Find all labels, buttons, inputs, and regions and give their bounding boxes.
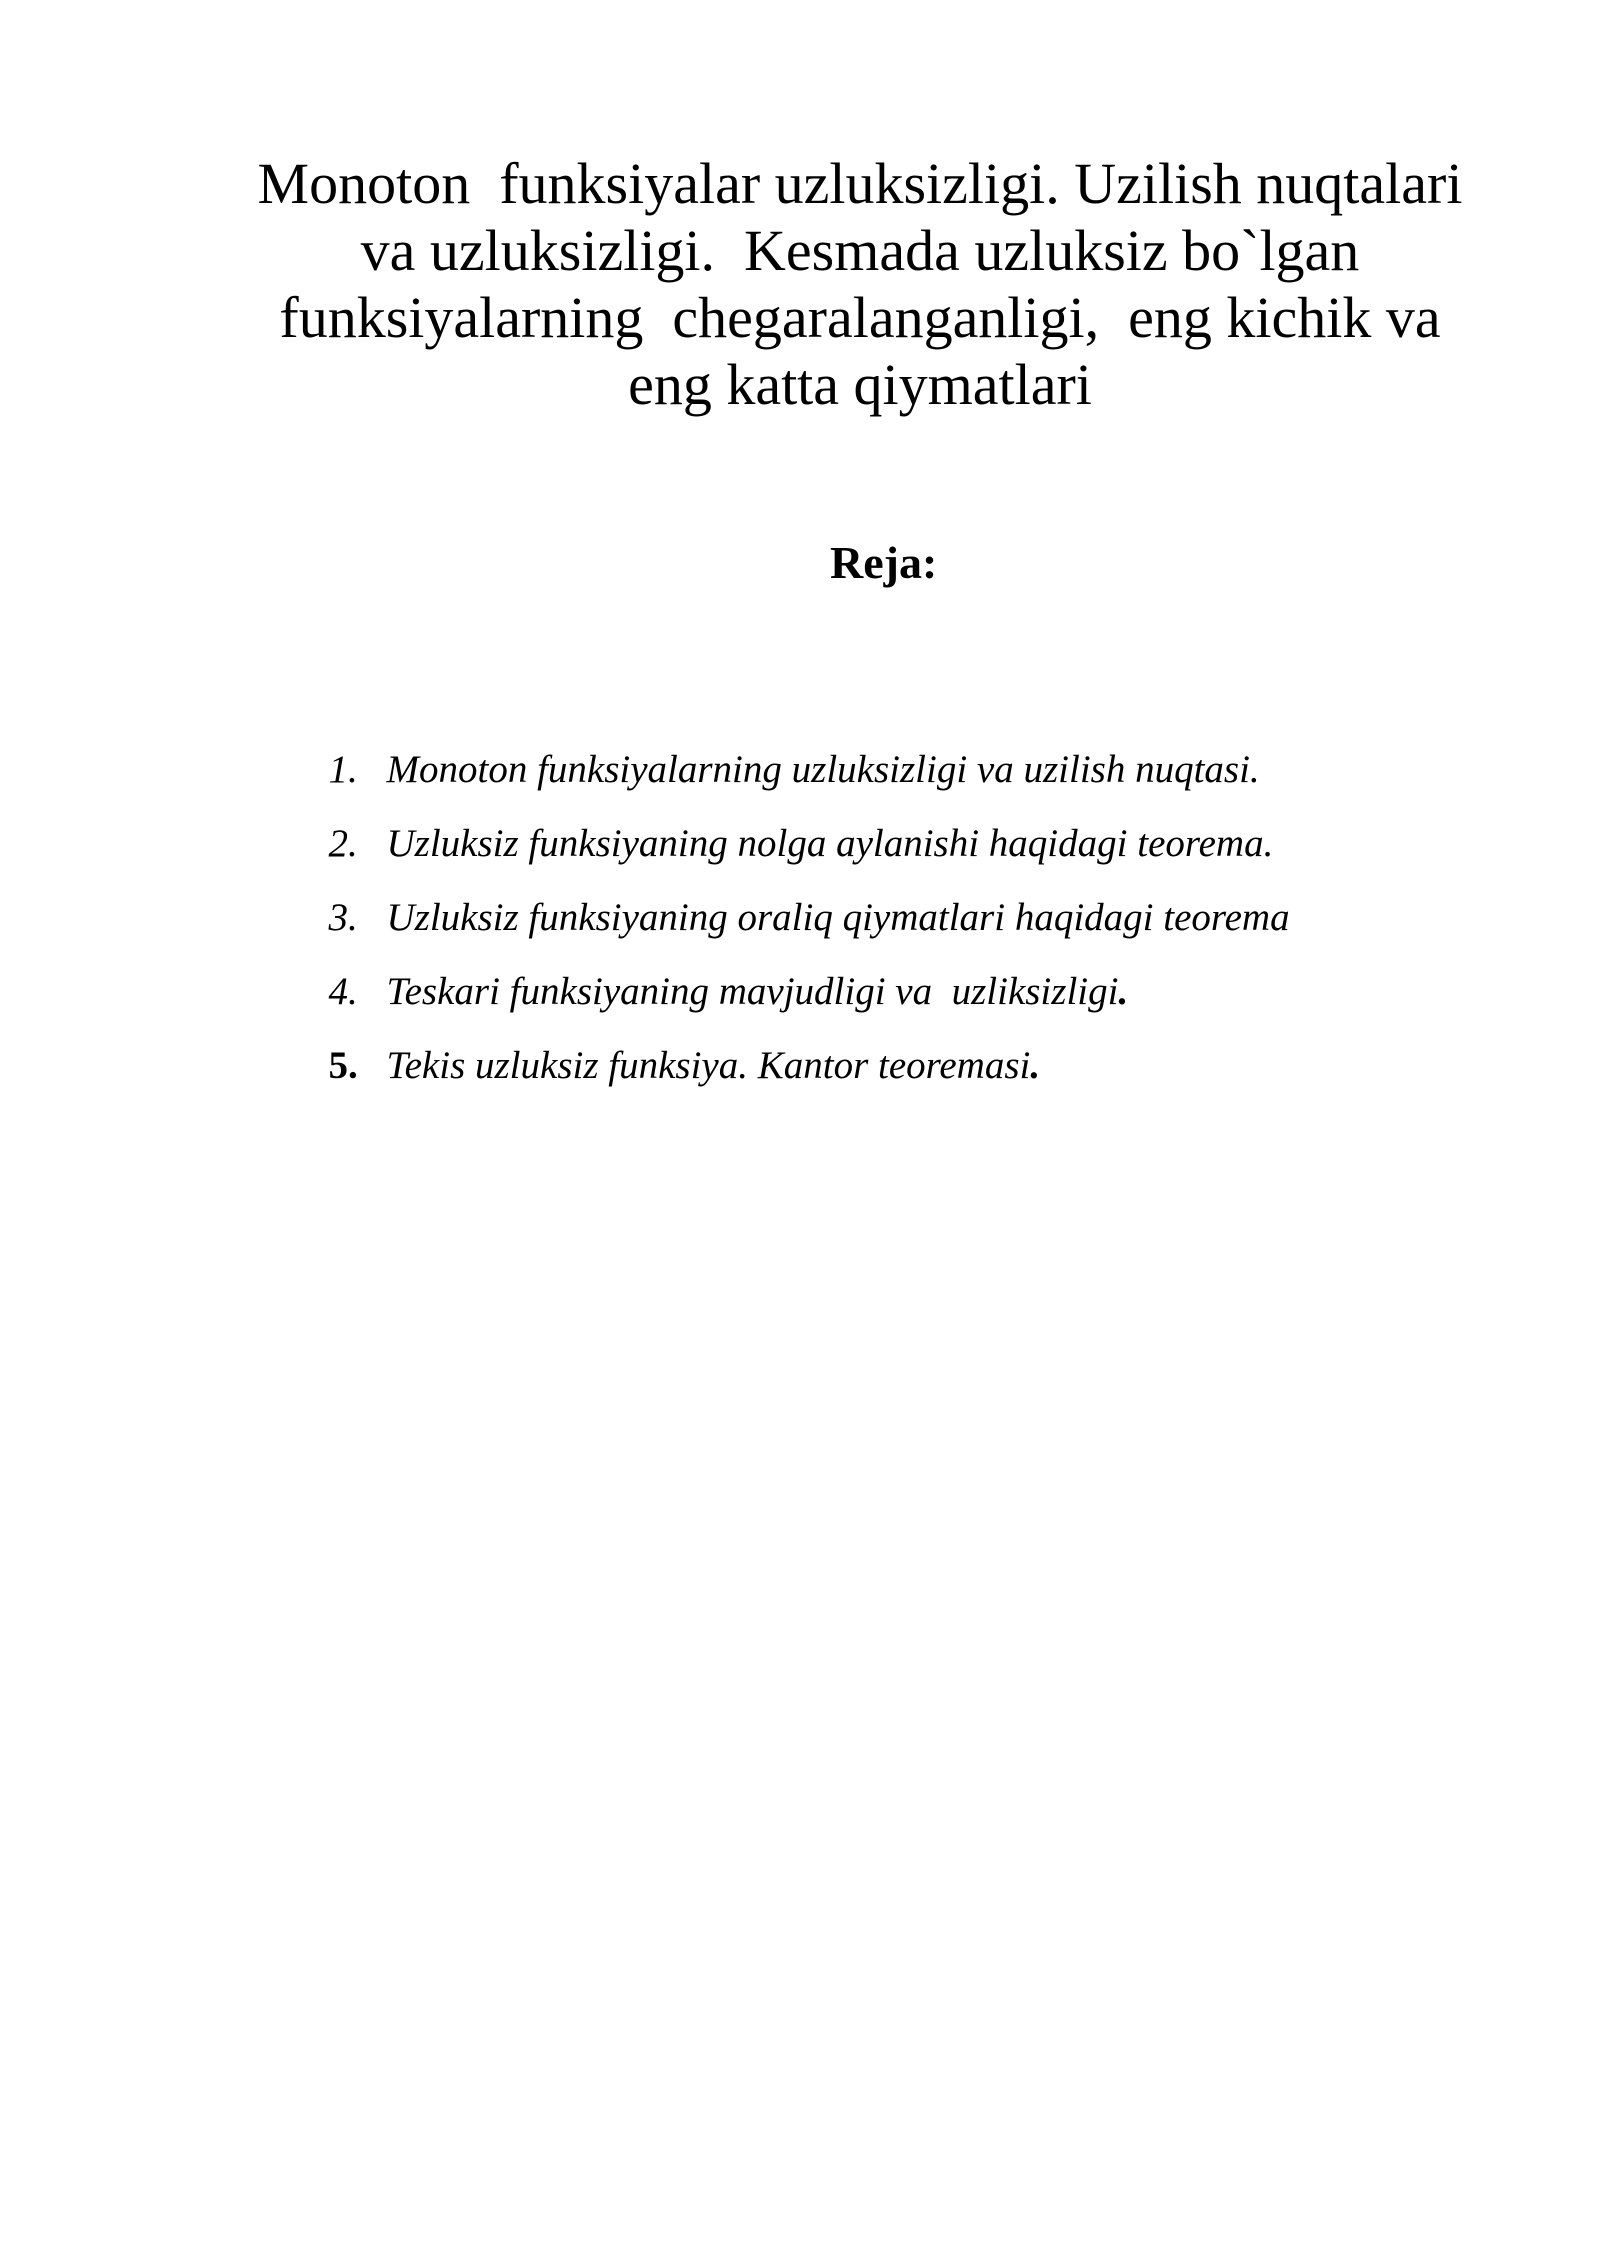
plan-item-text: Uzluksiz funksiyaning nolga aylanishi haqidagi teorema. — [386, 822, 1274, 865]
plan-item-number: 5. — [328, 1044, 358, 1087]
plan-item-tail: . — [1030, 1044, 1041, 1087]
plan-item-number: 4. — [328, 970, 358, 1013]
plan-item-text: Teskari funksiyaning mavjudligi va uzliksizligi — [386, 970, 1119, 1013]
plan-item-text: Monoton funksiyalarning uzluksizligi va uzilish nuqtasi. — [386, 748, 1260, 791]
plan-item-number: 1. — [328, 748, 358, 791]
plan-item — [270, 902, 1470, 1013]
plan-item-number: 2. — [328, 822, 358, 865]
plan-item-text: Tekis uzluksiz funksiya. Kantor teoremasi — [386, 1044, 1031, 1087]
title-line-4: eng katta qiymatlari — [628, 352, 1092, 417]
plan-item-number: 3. — [328, 896, 358, 939]
plan-item — [270, 680, 1470, 791]
document-title — [230, 150, 1490, 418]
title-line-2: va uzluksizligi. Kesmada uzluksiz bo`lgan — [360, 218, 1360, 283]
plan-heading: Reja: — [830, 537, 938, 588]
plan-item-tail: . — [1118, 970, 1129, 1013]
title-line-1: Monoton funksiyalar uzluksizligi. Uzilish nuqtalari — [257, 151, 1463, 216]
plan-item — [270, 754, 1470, 865]
title-line-3: funksiyalarning chegaralanganligi, eng kichik va — [279, 285, 1441, 350]
plan-list — [270, 680, 1470, 1087]
plan-item — [270, 976, 1470, 1087]
plan-item — [270, 828, 1470, 939]
plan-item-text: Uzluksiz funksiyaning oraliq qiymatlari haqidagi teorema — [386, 896, 1290, 939]
